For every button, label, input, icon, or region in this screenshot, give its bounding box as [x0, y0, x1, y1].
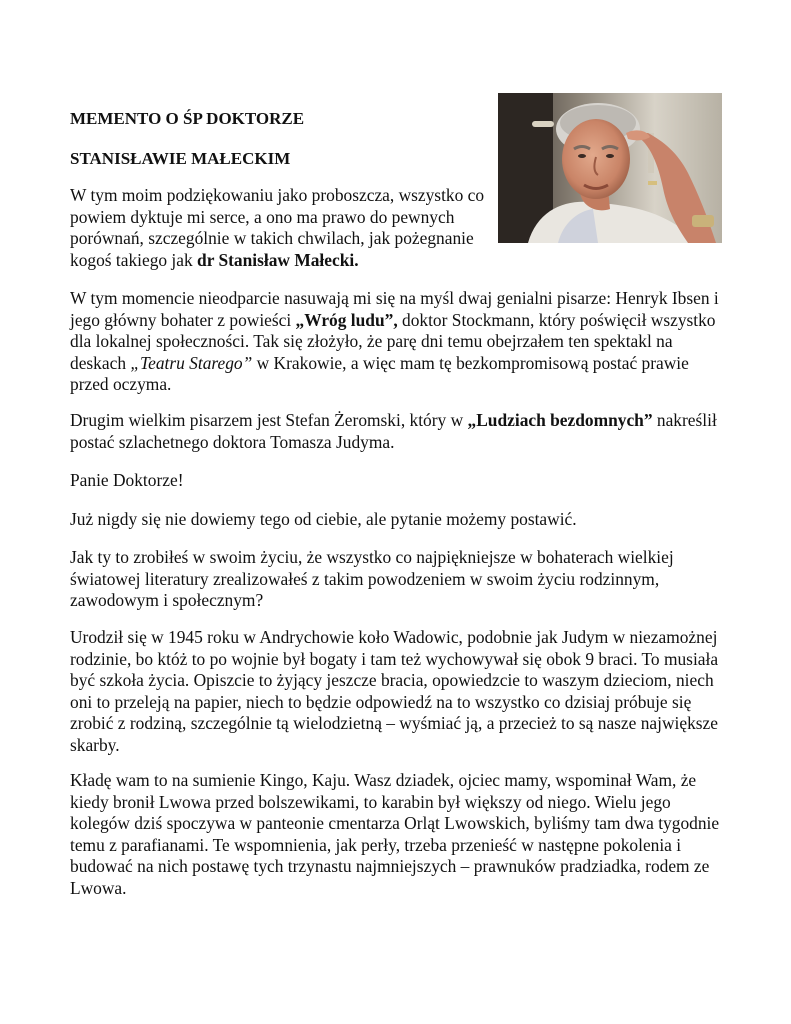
paragraph-intro-text: W tym moim podziękowaniu jako proboszcza, wszystko co powiem dyktuje mi serce, a ono ma prawo do pewnych porównań, szczególnie w takich chwilach, jak pożegnanie kogoś takiego jak [70, 185, 485, 270]
theatre-name: „Teatru Starego” [130, 352, 253, 373]
book-title-ludzie-bezdomni: „Ludziach bezdomnych” [467, 410, 653, 430]
paragraph-zeromski-text-1: Drugim wielkim pisarzem jest Stefan Żeromski, który w [70, 410, 468, 430]
doctor-name-bold: dr Stanisław Małecki. [197, 249, 359, 270]
document-title-line-1: MEMENTO O ŚP DOKTORZE [70, 109, 305, 128]
paragraph-address: Panie Doktorze! [70, 470, 184, 490]
document-title-line-2: STANISŁAWIE MAŁECKIM [70, 149, 291, 168]
paragraph-zeromski [70, 410, 730, 453]
portrait-photo [498, 93, 722, 243]
book-title-wrog-ludu: „Wróg ludu”, [295, 309, 398, 330]
paragraph-ibsen [70, 288, 730, 396]
paragraph-intro [70, 185, 490, 271]
paragraph-how: Jak ty to zrobiłeś w swoim życiu, że wszystko co najpiękniejsze w bohaterach wielkiej światowej literatury zrealizowałeś z takim powodzeniem w swoim życiu rodzinnym, zawodowym i społecznym? [70, 547, 674, 611]
paragraph-legacy: Kładę wam to na sumienie Kingo, Kaju. Wasz dziadek, ojciec mamy, wspominał Wam, że kiedy bronił Lwowa przed bolszewikami, to karabin był większy od niego. Wielu jego kolegów dziś spoczywa w panteonie cmentarza Orląt Lwowskich, byliśmy tam dwa tygodnie temu z parafianami. Te wspomnienia, jak perły, trzeba przenieść w następne pokolenia i budować na nich postawę tych trzynastu najmniejszych – prawnuków pradziadka, rodem ze Lwowa. [70, 770, 720, 898]
paragraph-zeromski-text-2: nakreślił postać szlachetnego doktora Tomasza Judyma. [70, 410, 717, 452]
paragraph-ibsen-text-3: w Krakowie, a więc mam tę bezkompromisową postać prawie przed oczyma. [70, 352, 689, 395]
paragraph-question: Już nigdy się nie dowiemy tego od ciebie, ale pytanie możemy postawić. [70, 509, 577, 529]
paragraph-ibsen-text-2: doktor Stockmann, który poświęcił wszystko dla lokalnej społeczności. Tak się złożyło, że parę dni temu obejrzałem ten spektakl na deskach [70, 309, 716, 373]
paragraph-ibsen-text-1: W tym momencie nieodparcie nasuwają mi się na myśl dwaj genialni pisarze: Henryk Ibsen i jego główny bohater z powieści [70, 288, 719, 330]
paragraph-biography: Urodził się w 1945 roku w Andrychowie koło Wadowic, podobnie jak Judym w niezamożnej rodzinie, bo któż to po wojnie był bogaty i tam też wychowywał się obok 9 braci. To musiała być szkoła życia. Opiszcie to żyjący jeszcze bracia, opowiedzcie to waszym dzieciom, niech oni to przeleją na papier, niech to będzie odpowiedź na to wszystko co dzisiaj próbuje się zrobić z rodziną, szczególnie tą wielodzietną – wyśmiać ją, a przecież to są nasze największe skarby. [70, 627, 719, 755]
